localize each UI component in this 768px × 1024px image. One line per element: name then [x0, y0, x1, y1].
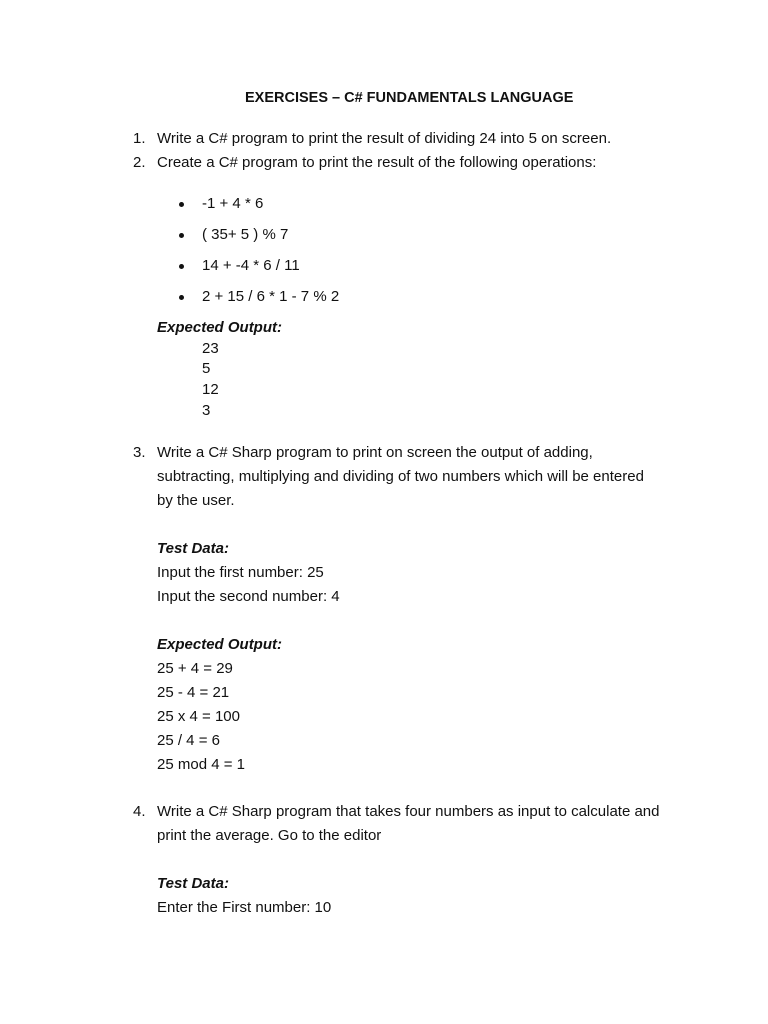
- exercise-3-number: 3.: [133, 444, 146, 461]
- exercise-3-text-line: subtracting, multiplying and dividing of two numbers which will be entered: [157, 468, 644, 485]
- expected-value: 23: [202, 340, 219, 357]
- exercise-4-number: 4.: [133, 803, 146, 820]
- bullet-icon: [179, 295, 184, 300]
- operation-item: 14 + -4 * 6 / 11: [202, 257, 300, 274]
- test-data-line: Enter the First number: 10: [157, 899, 332, 916]
- bullet-icon: [179, 202, 184, 207]
- exercise-4-text-line: print the average. Go to the editor: [157, 827, 382, 844]
- exercise-4-text-line: Write a C# Sharp program that takes four numbers as input to calculate and: [157, 803, 660, 820]
- expected-output-line: 25 mod 4 = 1: [157, 756, 245, 773]
- exercise-3-text-line: by the user.: [157, 492, 235, 509]
- operation-item: ( 35+ 5 ) % 7: [202, 226, 289, 243]
- operation-item: 2 + 15 / 6 * 1 - 7 % 2: [202, 288, 340, 305]
- exercise-3-text-line: Write a C# Sharp program to print on screen the output of adding,: [157, 444, 593, 461]
- exercise-1-number: 1.: [133, 130, 146, 147]
- expected-output-line: 25 / 4 = 6: [157, 732, 220, 749]
- test-data-label: Test Data:: [157, 875, 229, 892]
- exercise-2-text: Create a C# program to print the result of the following operations:: [157, 154, 597, 171]
- expected-output-line: 25 x 4 = 100: [157, 708, 240, 725]
- expected-output-label: Expected Output:: [157, 319, 283, 336]
- exercise-2-number: 2.: [133, 154, 146, 171]
- test-data-line: Input the first number: 25: [157, 564, 324, 581]
- expected-value: 3: [202, 402, 211, 419]
- expected-output-line: 25 - 4 = 21: [157, 684, 230, 701]
- expected-output-line: 25 + 4 = 29: [157, 660, 233, 677]
- bullet-icon: [179, 233, 184, 238]
- expected-value: 12: [202, 381, 219, 398]
- expected-value: 5: [202, 360, 211, 377]
- test-data-label: Test Data:: [157, 540, 229, 557]
- bullet-icon: [179, 264, 184, 269]
- expected-output-label: Expected Output:: [157, 636, 283, 653]
- page-title: EXERCISES – C# FUNDAMENTALS LANGUAGE: [245, 90, 574, 106]
- exercise-1-text: Write a C# program to print the result of dividing 24 into 5 on screen.: [157, 130, 612, 147]
- operation-item: -1 + 4 * 6: [202, 195, 264, 212]
- test-data-line: Input the second number: 4: [157, 588, 340, 605]
